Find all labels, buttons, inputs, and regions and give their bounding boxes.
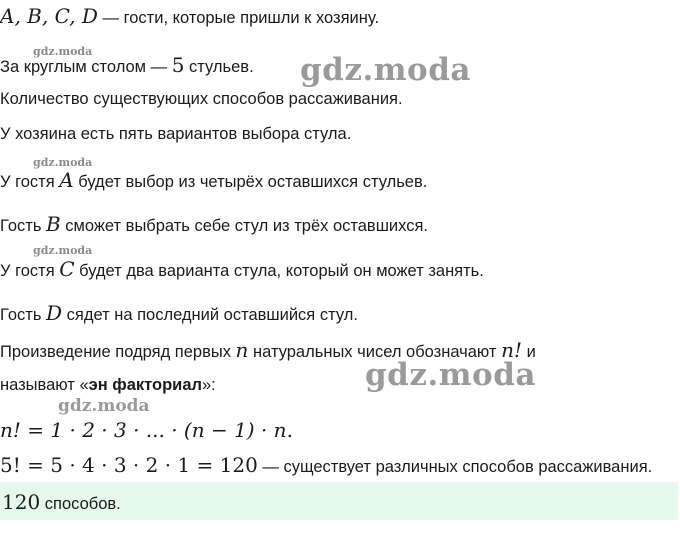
guest-d-var: D — [46, 301, 63, 325]
answer-line — [2, 490, 121, 514]
guest-b-post: сможет выбрать себе стул из трёх оставшихся. — [60, 217, 428, 235]
guests-math: A, B, C, D — [0, 4, 98, 28]
guest-d-pre: Гость — [0, 306, 46, 324]
guest-a-var: A — [59, 168, 74, 192]
line-chairs — [0, 53, 254, 77]
product-var-n: n — [235, 338, 249, 362]
guest-a-pre: У гостя — [0, 173, 60, 191]
line-host: У хозяина есть пять вариантов выбора стула. — [0, 125, 352, 143]
product-var-nfact: n! — [501, 338, 522, 362]
result-text: — существует различных способов рассаживания. — [257, 458, 653, 476]
line-guests — [0, 4, 379, 28]
guest-c-var: C — [59, 257, 75, 281]
line-guest-c — [0, 257, 484, 281]
formula-factorial: n! = 1 · 2 · 3 · ... · (n − 1) · n. — [0, 418, 293, 442]
line-result — [0, 453, 652, 477]
watermark-small: gdz.moda — [33, 244, 93, 257]
answer-num: 120 — [2, 490, 41, 514]
chairs-post: стульев. — [184, 58, 254, 76]
result-formula: 5! = 5 · 4 · 3 · 2 · 1 = 120 — [0, 453, 258, 477]
line-guest-d — [0, 301, 358, 325]
watermark-mid: gdz.moda — [58, 396, 150, 416]
guest-b-pre: Гость — [0, 217, 46, 235]
guest-c-pre: У гостя — [0, 262, 60, 280]
chairs-num: 5 — [171, 53, 185, 77]
factorial-post: »: — [201, 376, 216, 394]
watermark-small: gdz.moda — [33, 45, 93, 58]
line-count: Количество существующих способов рассаживания. — [0, 90, 403, 108]
chairs-pre: За круглым столом — — [0, 58, 172, 76]
guest-a-post: будет выбор из четырёх оставшихся стульев. — [73, 173, 428, 191]
line-factorial-name — [0, 376, 216, 395]
product-mid: натуральных чисел обозначают — [248, 343, 502, 361]
guest-b-var: B — [46, 212, 61, 236]
watermark-big: gdz.moda — [300, 52, 471, 88]
watermark-small: gdz.moda — [33, 156, 93, 169]
guest-d-post: сядет на последний оставшийся стул. — [62, 306, 358, 324]
product-post: и — [522, 343, 536, 361]
watermark-big: gdz.moda — [365, 357, 536, 393]
answer-box — [0, 482, 678, 520]
answer-text: способов. — [40, 495, 121, 513]
product-pre: Произведение подряд первых — [0, 343, 236, 361]
line-guest-b — [0, 212, 428, 236]
guests-text: — гости, которые пришли к хозяину. — [97, 9, 380, 27]
factorial-pre: называют « — [0, 376, 89, 394]
factorial-bold: эн факториал — [88, 376, 202, 394]
line-guest-a — [0, 168, 427, 192]
guest-c-post: будет два варианта стула, который он может занять. — [74, 262, 484, 280]
